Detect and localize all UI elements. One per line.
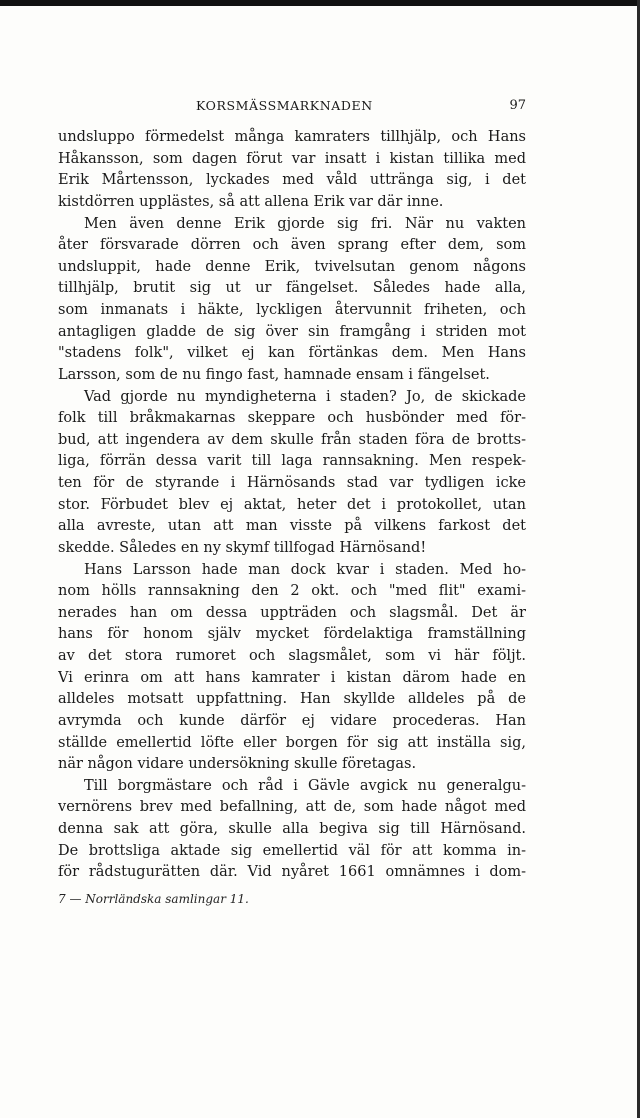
text-line: liga, förrän dessa varit till laga rannsakning. Men respek- [58,453,526,470]
text-line: bud, att ingendera av dem skulle från staden föra de brotts- [58,431,526,448]
text-line: folk till bråkmakarnas skeppare och husbönder med för- [58,410,526,427]
text-line: nom hölls rannsakning den 2 okt. och "med flit" exami- [58,583,526,600]
page-number: 97 [509,98,526,113]
top-border [0,0,640,6]
text-line: ställde emellertid löfte eller borgen för sig att inställa sig, [58,734,526,751]
text-line: när någon vidare undersökning skulle företagas. [58,756,417,773]
text-line: Håkansson, som dagen förut var insatt i kistan tillika med [58,150,526,167]
text-line: Vi erinra om att hans kamrater i kistan därom hade en [58,669,526,686]
text-line: Vad gjorde nu myndigheterna i staden? Jo, de skickade [84,388,526,405]
text-line: antagligen gladde de sig över sin framgång i striden mot [58,323,526,340]
text-line: De brottsliga aktade sig emellertid väl för att komma in- [58,842,526,859]
text-line: Till borgmästare och råd i Gävle avgick nu generalgu- [84,777,526,794]
text-line: avrymda och kunde därför ej vidare procederas. Han [58,712,526,729]
text-line: undsluppit, hade denne Erik, tvivelsutan genom någons [58,258,526,275]
running-head [58,98,526,118]
text-line: vernörens brev med befallning, att de, som hade något med [58,799,526,816]
text-line: tillhjälp, brutit sig ut ur fängelset. Således hade alla, [58,280,526,297]
text-line: stor. Förbudet blev ej aktat, heter det i protokollet, utan [58,496,526,513]
running-title: KORSMÄSSMARKNADEN [196,98,373,113]
text-line: alla avreste, utan att man visste på vilkens farkost det [58,518,526,535]
text-line: "stadens folk", vilket ej kan förtänkas dem. Men Hans [58,345,526,362]
text-line: Men även denne Erik gjorde sig fri. När nu vakten [84,215,526,232]
text-line: hans för honom själv mycket fördelaktiga framställning [58,626,526,643]
text-line: Larsson, som de nu fingo fast, hamnade ensam i fängelset. [58,366,490,383]
text-line: av det stora rumoret och slagsmålet, som vi här följt. [58,648,526,664]
text-line: alldeles motsatt uppfattning. Han skyllde alldeles på de [58,691,526,708]
text-line: som inmanats i häkte, lyckligen återvunnit friheten, och [58,302,526,318]
text-line: kistdörren upplästes, så att allena Erik var där inne. [58,193,444,210]
text-line: för rådstugurätten där. Vid nyåret 1661 omnämnes i dom- [58,864,526,881]
text-line: undsluppo förmedelst många kamraters tillhjälp, och Hans [58,129,526,145]
text-line: skedde. Således en ny skymf tillfogad Härnösand! [58,539,427,556]
text-line: denna sak att göra, skulle alla begiva sig till Härnösand. [58,821,526,837]
text-line: Erik Mårtensson, lyckades med våld uttränga sig, i det [58,172,526,189]
text-line: nerades han om dessa uppträden och slagsmål. Det är [58,604,526,621]
text-line: Hans Larsson hade man dock kvar i staden. Med ho- [84,561,526,578]
signature-footnote: 7 — Norrländska samlingar 11. [58,892,249,906]
text-line: åter försvarade dörren och även sprang efter dem, som [58,237,526,254]
text-line: ten för de styrande i Härnösands stad var tydligen icke [58,475,526,491]
body-text [58,127,526,884]
